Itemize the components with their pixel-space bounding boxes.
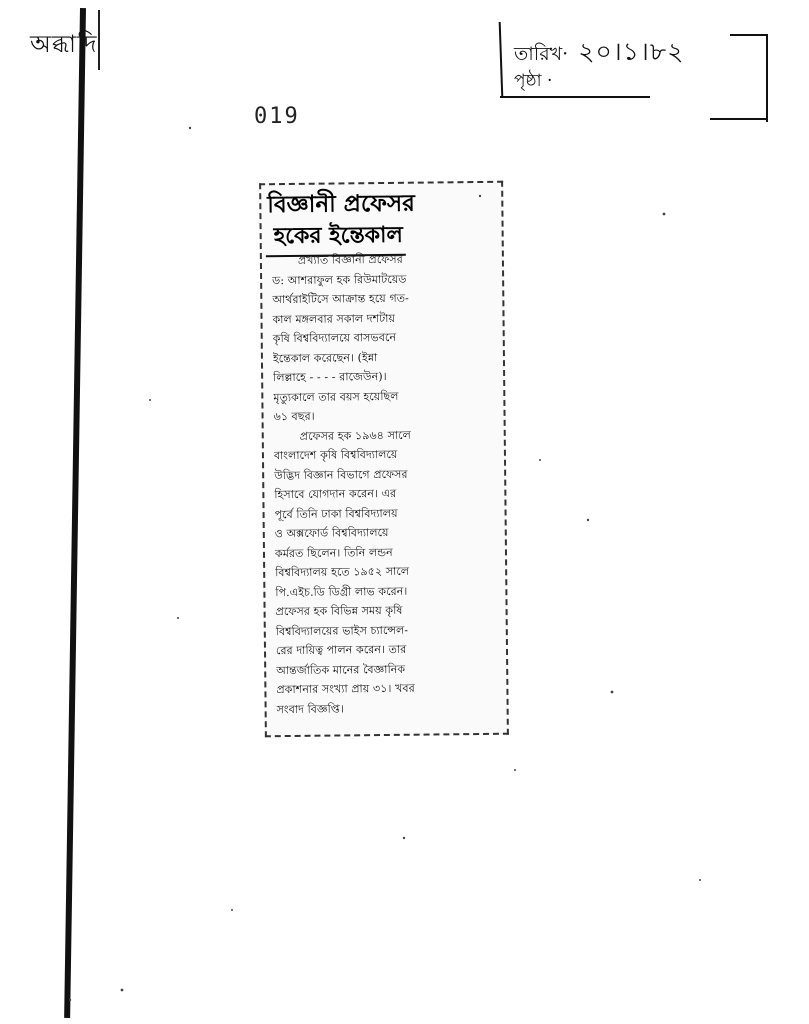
clipping-line: প্রফেসর হক বিভিন্ন সময় কৃষি	[275, 603, 403, 619]
clipping-line: ও অক্সফোর্ড বিশ্ববিদ্যালয়ে	[274, 525, 389, 541]
clipping-line: ইন্তেকাল করেছেন। (ইন্না	[272, 350, 378, 365]
clipping-line: হিসাবে যোগদান করেন। এর	[274, 486, 397, 502]
page-code: 019	[254, 104, 300, 129]
clipping-line: পি.এইচ.ডি ডিগ্রী লাভ করেন।	[275, 584, 408, 599]
stamp-page-label: পৃষ্ঠা	[514, 71, 542, 91]
clipping-line: আন্তর্জাতিক মানের বৈজ্ঞানিক	[276, 662, 406, 677]
clipping-line: বাংলাদেশ কৃষি বিশ্ববিদ্যালয়ে	[273, 447, 398, 463]
handwritten-newspaper-name: অব্ধাদি	[30, 30, 98, 58]
clipping-line: সংবাদ বিজ্ঞপ্তি।	[276, 701, 344, 716]
clipping-line: প্রফেসর হক ১৯৬৪ সালে	[299, 428, 411, 443]
clipping-line: বিশ্ববিদ্যালয়ের ভাইস চ্যান্সেল-	[275, 623, 409, 638]
stamp-page-row: পৃষ্ঠা ·	[514, 71, 553, 91]
clipping-line: আর্থরাইটিসে আক্রান্ত হয়ে গত-	[272, 291, 409, 307]
clipping-line: রের দায়িত্ব পালন করেন। তার	[275, 642, 407, 658]
headline-line-2: হকের ইন্তেকাল	[273, 221, 403, 250]
clipping-line: লিল্লাহে - - - - রাজেউন)।	[273, 369, 387, 385]
clipping-line: ৬১ বছর।	[273, 409, 315, 424]
clipping-line: প্রখ্যাত বিজ্ঞানী প্রফেসর	[297, 252, 403, 267]
clipping-line: প্রকাশনার সংখ্যা প্রায় ৩১। খবর	[276, 681, 415, 697]
stamp-date-value: ২০।১।৮২	[578, 37, 685, 66]
clipping-line: কাল মঙ্গলবার সকাল দশটায়	[272, 311, 396, 326]
clipping-line: পূর্বে তিনি ঢাকা বিশ্ববিদ্যালয়	[274, 506, 398, 521]
clipping-line: কৃষি বিশ্ববিদ্যালয়ে বাসভবনে	[272, 330, 397, 346]
clipping-line: কর্মরত ছিলেন। তিনি লন্ডন	[274, 545, 393, 560]
headline-line-1: বিজ্ঞানী প্রফেসর	[267, 189, 415, 219]
clipping-line: বিশ্ববিদ্যালয় হতে ১৯৫২ সালে	[275, 564, 410, 580]
stamp-date-label: তারিখ	[514, 43, 563, 65]
clipping-line: ড: আশরাফুল হক রিউমাটয়েড	[272, 272, 407, 287]
stamp-date-row: তারিখ· ২০।১।৮২	[514, 37, 685, 66]
clipping-line: মৃত্যুকালে তার বয়স হয়েছিল	[273, 389, 399, 404]
clipping-line: উদ্ভিদ বিজ্ঞান বিভাগে প্রফেসর	[274, 467, 408, 482]
